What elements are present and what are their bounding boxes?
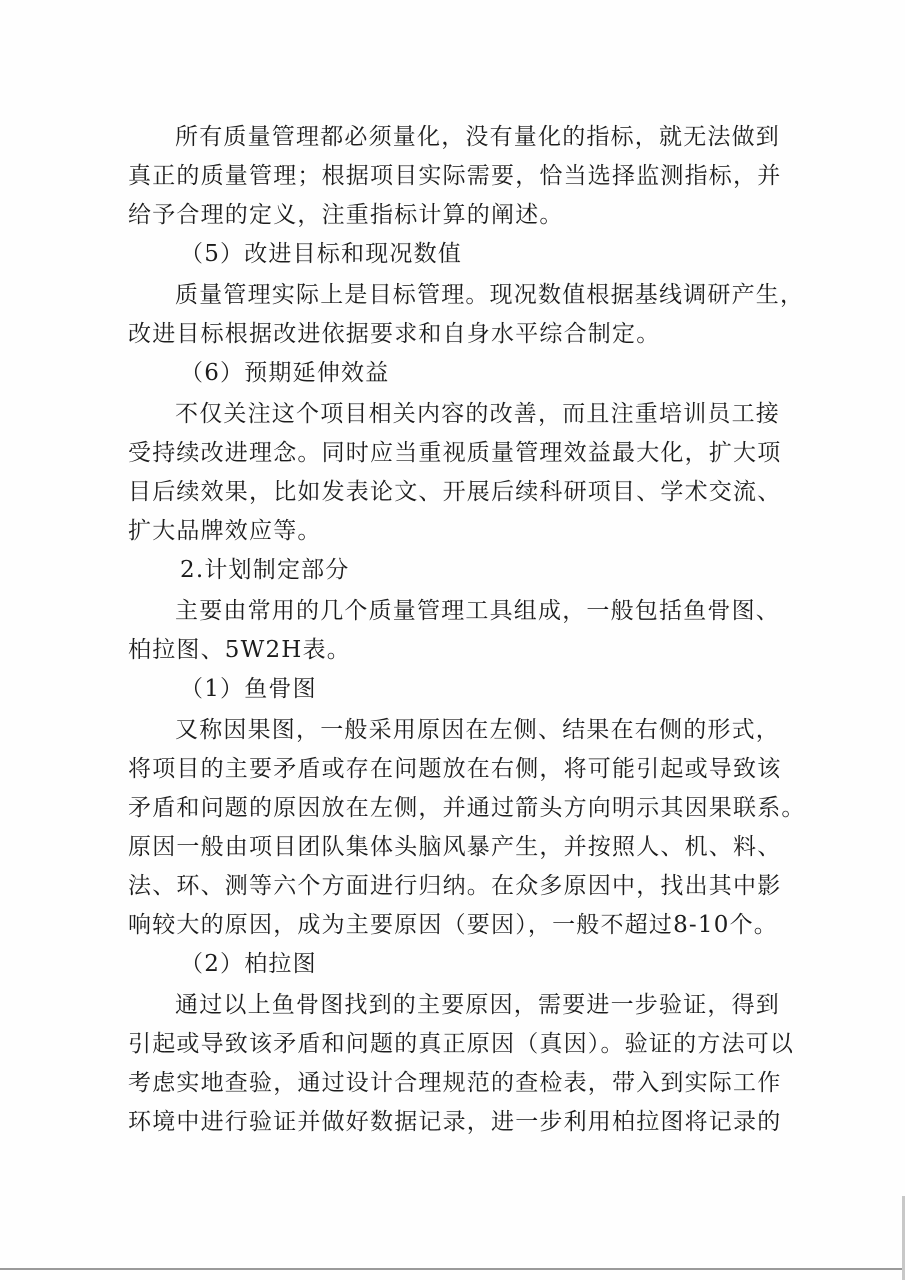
- paragraph-line: 法、环、测等六个方面进行归纳。在众多原因中，找出其中影: [128, 873, 782, 899]
- paragraph-line: 扩大品牌效应等。: [128, 518, 322, 544]
- section-heading: （5）改进目标和现况数值: [180, 241, 463, 267]
- section-heading: （2）柏拉图: [180, 951, 317, 977]
- paragraph-line: 目后续效果，比如发表论文、开展后续科研项目、学术交流、: [128, 479, 782, 505]
- paragraph-line: 引起或导致该矛盾和问题的真正原因（真因）。验证的方法可以: [128, 1031, 795, 1057]
- paragraph-line: 给予合理的定义，注重指标计算的阐述。: [128, 202, 564, 228]
- paragraph-line: 响较大的原因，成为主要原因（要因），一般不超过8-10个。: [128, 912, 778, 938]
- paragraph-line: 主要由常用的几个质量管理工具组成，一般包括鱼骨图、: [175, 598, 780, 624]
- section-heading: 2.计划制定部分: [180, 557, 350, 583]
- paragraph-line: 受持续改进理念。同时应当重视质量管理效益最大化，扩大项: [128, 440, 782, 466]
- paragraph-line: 不仅关注这个项目相关内容的改善，而且注重培训员工接: [175, 401, 780, 427]
- paragraph-line: 通过以上鱼骨图找到的主要原因，需要进一步验证，得到: [175, 992, 780, 1018]
- section-heading: （6）预期延伸效益: [180, 360, 390, 386]
- paragraph-line: 考虑实地查验，通过设计合理规范的查检表，带入到实际工作: [128, 1070, 782, 1096]
- paragraph-line: 质量管理实际上是目标管理。现况数值根据基线调研产生，: [175, 282, 805, 308]
- body-text: [128, 118, 806, 1142]
- paragraph-line: 环境中进行验证并做好数据记录，进一步利用柏拉图将记录的: [128, 1109, 782, 1135]
- section-heading: （1）鱼骨图: [180, 676, 317, 702]
- paragraph-line: 柏拉图、5W2H表。: [128, 637, 351, 663]
- paragraph-line: 所有质量管理都必须量化，没有量化的指标，就无法做到: [175, 124, 780, 150]
- scan-bottom-edge: [0, 1268, 905, 1270]
- paragraph-line: 真正的质量管理；根据项目实际需要，恰当选择监测指标，并: [128, 163, 782, 189]
- paragraph-line: 矛盾和问题的原因放在左侧，并通过箭头方向明示其因果联系。: [128, 795, 806, 821]
- paragraph-line: 原因一般由项目团队集体头脑风暴产生，并按照人、机、料、: [128, 834, 782, 860]
- paragraph-line: 将项目的主要矛盾或存在问题放在右侧，将可能引起或导致该: [128, 756, 782, 782]
- paragraph-line: 又称因果图，一般采用原因在左侧、结果在右侧的形式，: [175, 717, 780, 743]
- paragraph-line: 改进目标根据改进依据要求和自身水平综合制定。: [128, 321, 661, 347]
